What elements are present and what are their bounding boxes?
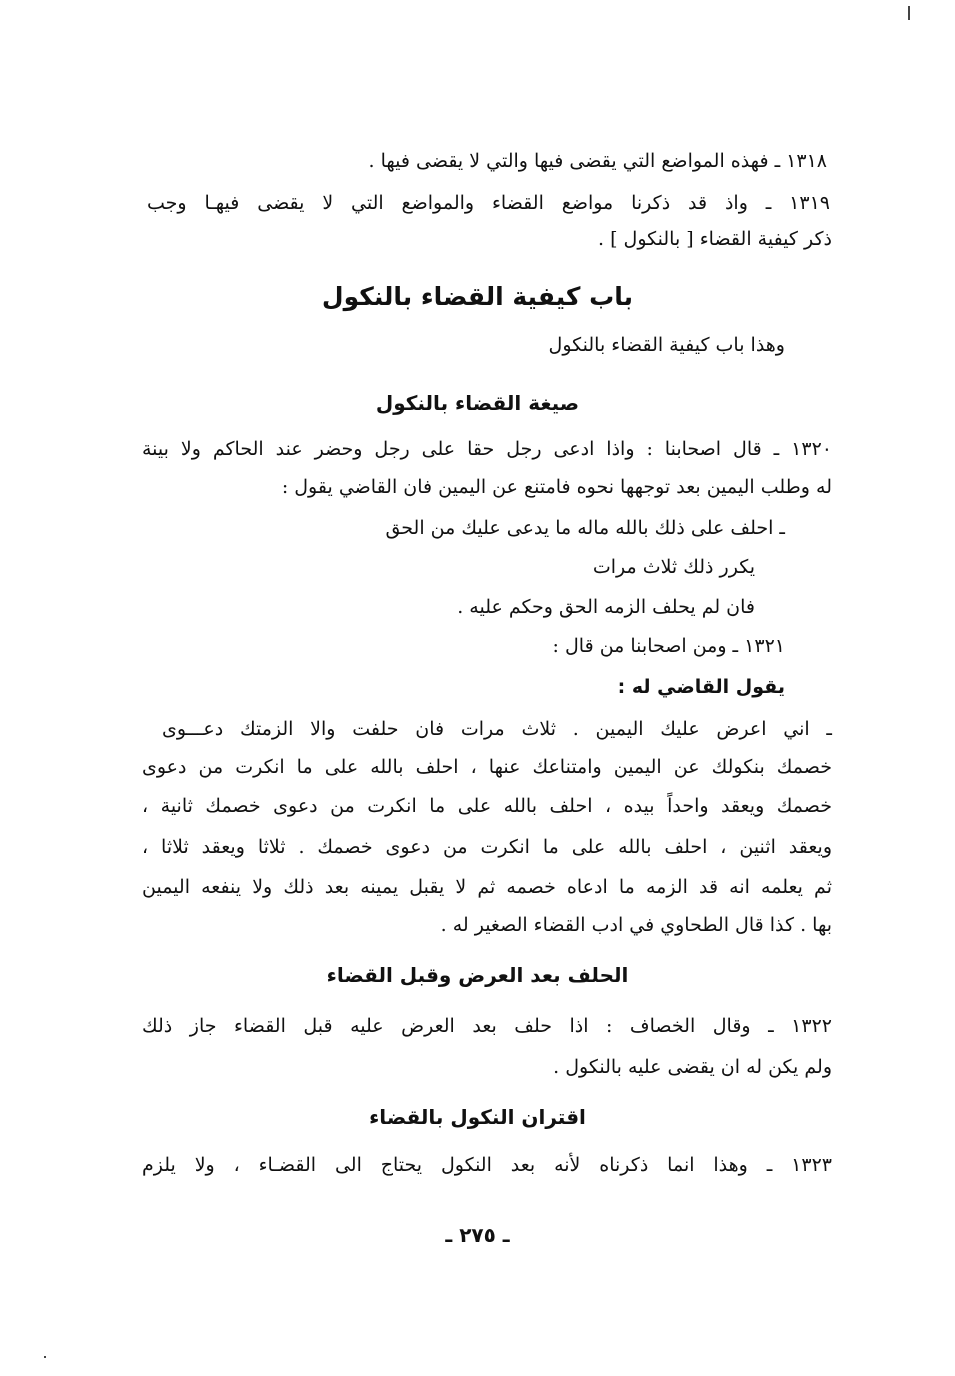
paragraph-1320-line-3: ـ احلف على ذلك بالله ماله ما يدعى عليك من الحق <box>385 517 785 539</box>
paragraph-1321-line-6: ويعقد اثنين ، احلف بالله على ما انكرت من دعوى خصمك . ثلاثا ويعقد ثلاثا ، <box>142 836 832 858</box>
paragraph-1323: ١٣٢٣ ـ وهذا انما ذكرناه لأنه بعد النكول يحتاج الى القضـاء ، ولا يلزم <box>142 1154 832 1176</box>
scan-speck <box>908 6 910 20</box>
scan-speck <box>44 1356 46 1358</box>
paragraph-1321-line-5: خصمك ويعقد واحداً بيده ، احلف بالله على ما انكرت من دعوى خصمك ثانية ، <box>142 795 832 817</box>
paragraph-1322-line-1: ١٣٢٢ ـ وقال الخصاف : اذا حلف بعد العرض عليه قبل القضاء جاز ذلك <box>142 1015 832 1037</box>
section-heading-1: صيغة القضاء بالنكول <box>375 391 580 415</box>
chapter-intro: وهذا باب كيفية القضاء بالنكول <box>548 334 785 356</box>
paragraph-1321-line-1: ١٣٢١ ـ ومن اصحابنا من قال : <box>552 635 785 657</box>
paragraph-1321-line-7: ثم يعلمه انه قد الزمه ما ادعاه خصمه ثم لا يقبل يمينه بعد ذلك ولا ينفعه اليمين <box>142 876 832 898</box>
paragraph-1319-line-1: ١٣١٩ ـ واذ قد ذكرنا مواضع القضاء والمواضع التي لا يقضى فيهـا وجب <box>147 192 830 214</box>
paragraph-1319-line-2: ذكر كيفية القضاء [ بالنكول ] . <box>598 228 832 250</box>
paragraph-1321-line-4: خصمك بنكولك عن اليمين وامتناعك عنها ، احلف بالله على ما انكرت من دعوى <box>142 756 832 778</box>
chapter-heading: باب كيفية القضاء بالنكول <box>321 282 634 311</box>
paragraph-1322-line-2: ولم يكن له ان يقضى عليه بالنكول . <box>553 1056 832 1078</box>
paragraph-1321-line-8: بها . كذا قال الطحاوي في ادب القضاء الصغير له . <box>440 914 832 936</box>
paragraph-1320-line-2: له وطلب اليمين بعد توجهها نحوه فامتنع عن اليمين فان القاضي يقول : <box>281 476 832 498</box>
page-number: ـ ٢٧٥ ـ <box>445 1223 510 1247</box>
paragraph-1320-line-5: فان لم يحلف الزمه الحق وحكم عليه . <box>457 596 755 618</box>
section-heading-3: اقتران النكول بالقضاء <box>369 1105 586 1129</box>
section-heading-2: الحلف بعد العرض وقبل القضاء <box>326 963 629 987</box>
paragraph-1320-line-4: يكرر ذلك ثلاث مرات <box>592 556 755 578</box>
paragraph-1320-line-1: ١٣٢٠ ـ قال اصحابنا : واذا ادعى رجل حقا على رجل وحضر عند الحاكم ولا بينة <box>142 438 832 460</box>
paragraph-1318: ١٣١٨ ـ فهذه المواضع التي يقضى فيها والتي لا يقضى فيها . <box>368 150 827 172</box>
paragraph-1321-line-3: ـ اني اعرض عليك اليمين . ثلاث مرات فان حلفت والا الزمتك دعـــوى <box>162 718 832 740</box>
paragraph-1321-line-2: يقول القاضي له : <box>617 676 785 698</box>
